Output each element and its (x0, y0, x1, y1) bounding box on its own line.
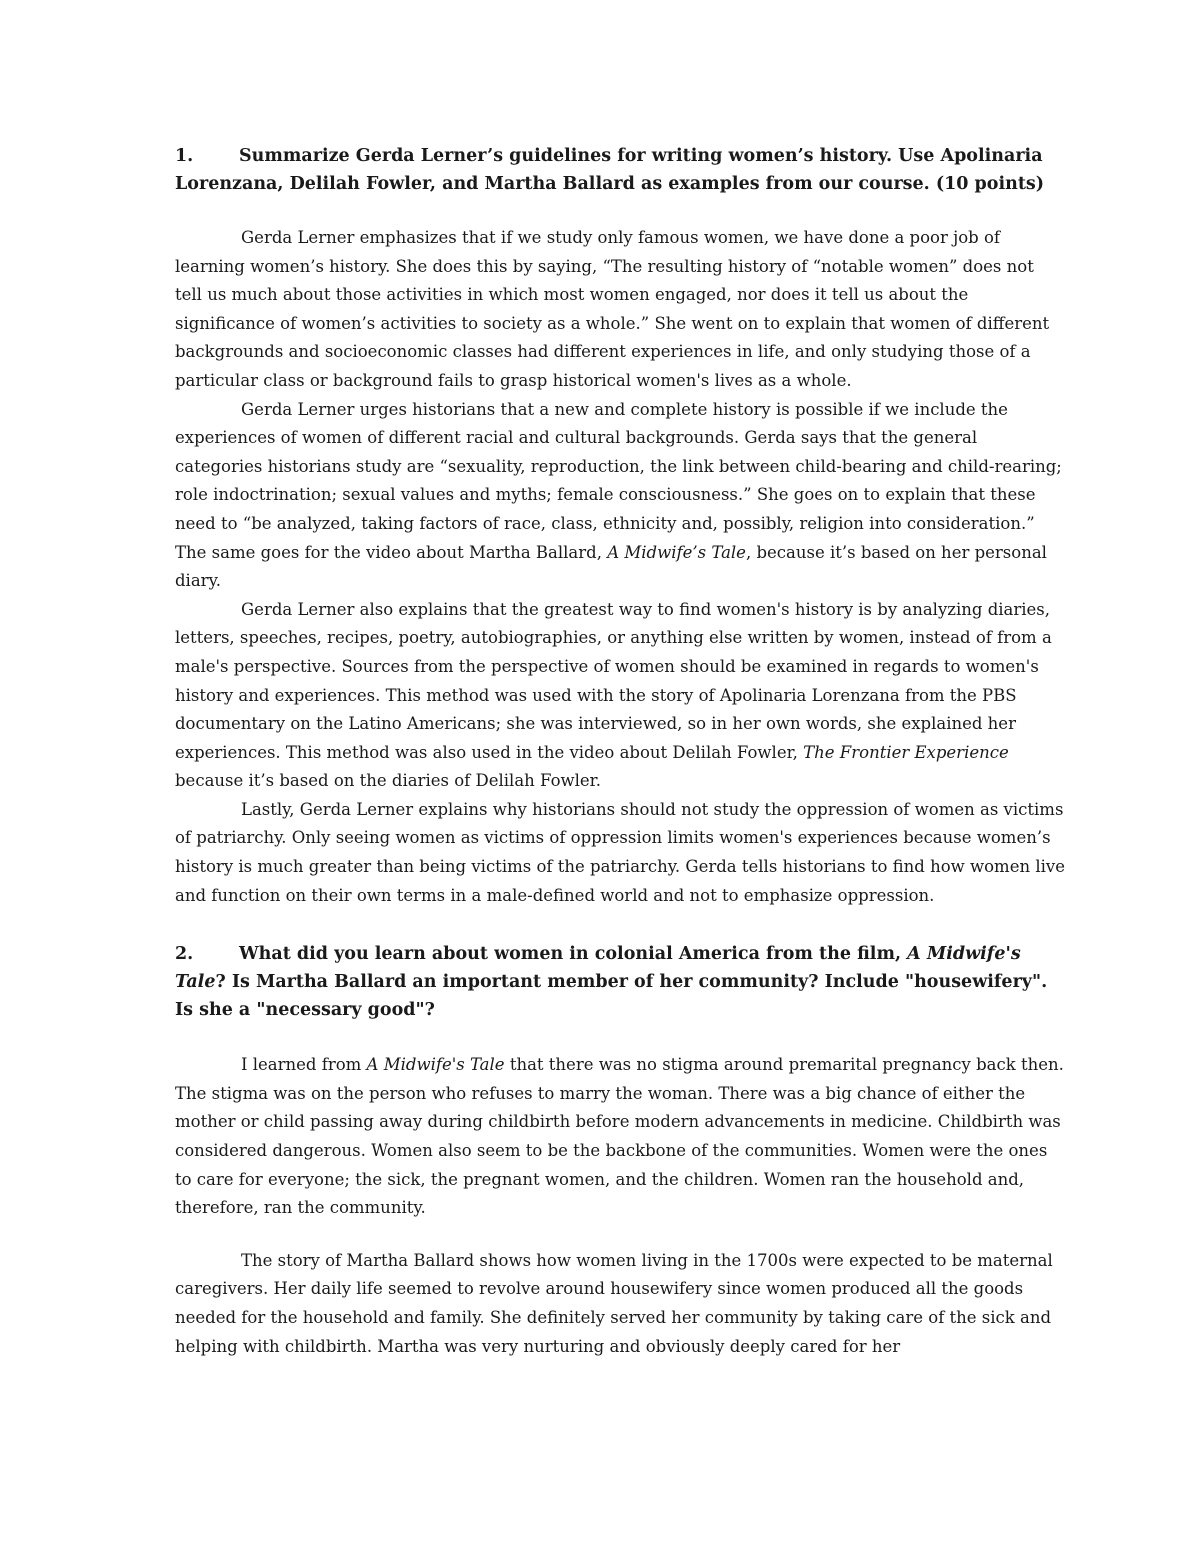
answer-1-paragraph-3 (175, 596, 1065, 796)
answer-2-paragraph-1-text-a: I learned from (241, 1055, 367, 1075)
answer-2-paragraph-1-text-b: that there was no stigma around premarital pregnancy back then. The stigma was on the person who refuses to marry the woman. There was a big chance of either the mother or child passing away during childbirth before modern advancements in medicine. Childbirth was considered dangerous. Women also seem to be the backbone of the communities. Women were the ones to care for everyone; the sick, the pregnant women, and the children. Women ran the household and, therefore, ran the community. (175, 1055, 1064, 1218)
answer-1-paragraph-1: Gerda Lerner emphasizes that if we study only famous women, we have done a poor job of learning women’s history. She does this by saying, “The resulting history of “notable women” does not tell us much about those activities in which most women engaged, nor does it tell us about the significance of women’s activities to society as a whole.” She went on to explain that women of different backgrounds and socioeconomic classes had different experiences in life, and only studying those of a particular class or background fails to grasp historical women's lives as a whole. (175, 228, 1050, 390)
question-2 (175, 940, 1065, 1024)
answer-1-paragraph-3-text-b: because it’s based on the diaries of Delilah Fowler. (175, 771, 601, 791)
answer-2-paragraph-2: The story of Martha Ballard shows how women living in the 1700s were expected to be maternal caregivers. Her daily life seemed to revolve around housewifery since women produced all the goods needed for the household and family. She definitely served her community by taking care of the sick and helping with childbirth. Martha was very nurturing and obviously deeply cared for her (175, 1250, 1053, 1356)
answer-2-film-title: A Midwife's Tale (366, 1055, 505, 1075)
answer-1-paragraph-3-text-a: Gerda Lerner also explains that the greatest way to find women's history is by analyzing diaries, letters, speeches, recipes, poetry, autobiographies, or anything else written by women, instead of from a male's perspective. Sources from the perspective of women should be examined in regards to women's history and experiences. This method was used with the story of Apolinaria Lorenzana from the PBS documentary on the Latino Americans; she was interviewed, so in her own words, she explained her experiences. This method was also used in the video about Delilah Fowler, (175, 599, 1052, 762)
answer-2-paragraph-1 (175, 1051, 1065, 1223)
document-content (175, 142, 1065, 1361)
question-1-prompt: Summarize Gerda Lerner’s guidelines for writing women’s history. Use Apolinaria Lorenzana, Delilah Fowler, and Martha Ballard as examples from our course. (10 points) (175, 146, 1045, 194)
question-1-number: 1. (175, 146, 194, 166)
answer-1 (175, 224, 1065, 910)
answer-1-paragraph-2-text-a: Gerda Lerner urges historians that a new and complete history is possible if we include the experiences of women of different racial and cultural backgrounds. Gerda says that the general categories historians study are “sexuality, reproduction, the link between child-bearing and child-rearing; role indoctrination; sexual values and myths; female consciousness.” She goes on to explain that these need to “be analyzed, taking factors of race, class, ethnicity and, possibly, religion into consideration.” The same goes for the video about Martha Ballard, (175, 399, 1062, 562)
question-1 (175, 142, 1065, 198)
answer-1-paragraph-2-text-b: , because it’s based on her personal diary. (175, 542, 1047, 591)
film-title-frontier-experience: The Frontier Experience (803, 742, 1009, 762)
answer-1-paragraph-2 (175, 396, 1065, 596)
question-2-prompt-a: What did you learn about women in colonial America from the film, (239, 944, 908, 965)
question-2-film-title: A Midwife's Tale (175, 944, 1021, 993)
answer-1-paragraph-4: Lastly, Gerda Lerner explains why historians should not study the oppression of women as victims of patriarchy. Only seeing women as victims of oppression limits women's experiences because women’s history is much greater than being victims of the patriarchy. Gerda tells historians to find how women live and function on their own terms in a male-defined world and not to emphasize oppression. (175, 799, 1065, 905)
film-title-midwifes-tale: A Midwife’s Tale (607, 542, 746, 562)
question-2-number: 2. (175, 944, 194, 965)
answer-2 (175, 1051, 1065, 1361)
question-2-prompt-b: ? Is Martha Ballard an important member of her community? Include "housewifery". Is she a "necessary good"? (175, 972, 1048, 1021)
